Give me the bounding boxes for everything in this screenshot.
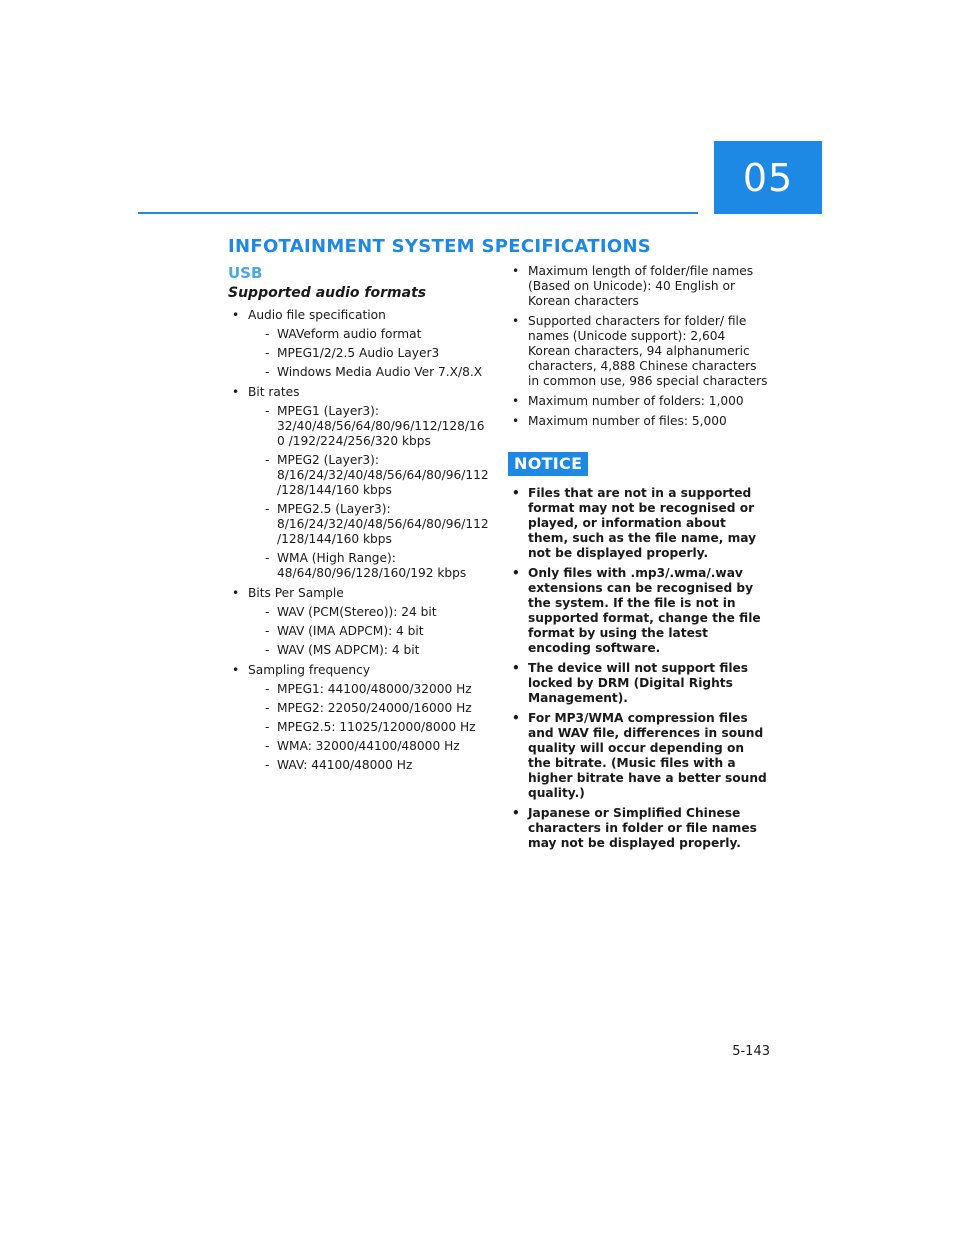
sub-list-item: - WAV: 44100/48000 Hz	[248, 758, 490, 773]
sub-list-item: - MPEG2.5: 11025/12000/8000 Hz	[248, 720, 490, 735]
left-column	[228, 262, 490, 778]
sub-list-item: - MPEG2.5 (Layer3): 8/16/24/32/40/48/56/64/80/96/112 /128/144/160 kbps	[248, 502, 490, 547]
list-item	[228, 663, 490, 773]
sub-list-item: - MPEG1: 44100/48000/32000 Hz	[248, 682, 490, 697]
notice-item: • Files that are not in a supported format may not be recognised or played, or information about them, such as the file name, may not be displayed properly.	[508, 486, 770, 561]
format-list	[228, 308, 490, 773]
header-rule	[138, 212, 698, 214]
sub-list-item: - WMA (High Range): 48/64/80/96/128/160/192 kbps	[248, 551, 490, 581]
sub-list-item: - MPEG1 (Layer3): 32/40/48/56/64/80/96/112/128/160 /192/224/256/320 kbps	[248, 404, 490, 449]
notice-item: • For MP3/WMA compression files and WAV file, differences in sound quality will occur depending on the bitrate. (Music files with a higher bitrate have a better sound quality.)	[508, 711, 770, 801]
sub-list	[248, 327, 490, 380]
sub-list	[248, 682, 490, 773]
notice-item: • Japanese or Simplified Chinese characters in folder or file names may not be displayed properly.	[508, 806, 770, 851]
sub-list-item: - MPEG1/2/2.5 Audio Layer3	[248, 346, 490, 361]
list-item	[228, 308, 490, 380]
sub-list-item: - WAVeform audio format	[248, 327, 490, 342]
notice-badge: NOTICE	[508, 452, 588, 476]
list-item: • Maximum number of files: 5,000	[508, 414, 770, 429]
page-number: 5-143	[732, 1044, 770, 1059]
notice-item: • The device will not support files locked by DRM (Digital Rights Management).	[508, 661, 770, 706]
sub-list-item: - MPEG2: 22050/24000/16000 Hz	[248, 701, 490, 716]
sub-list-item: - Windows Media Audio Ver 7.X/8.X	[248, 365, 490, 380]
notice-list	[508, 486, 770, 851]
notice-item: • Only files with .mp3/.wma/.wav extensions can be recognised by the system. If the file is not in supported format, change the file format by using the latest encoding software.	[508, 566, 770, 656]
section-title: INFOTAINMENT SYSTEM SPECIFICATIONS	[228, 236, 652, 257]
supported-formats-heading: Supported audio formats	[228, 285, 427, 301]
sub-list-item: - WAV (PCM(Stereo)): 24 bit	[248, 605, 490, 620]
limits-list	[508, 264, 770, 429]
list-item: • Maximum number of folders: 1,000	[508, 394, 770, 409]
sub-list	[248, 404, 490, 581]
usb-heading: USB	[228, 264, 263, 282]
list-item-label: Audio file specification	[248, 308, 386, 322]
right-column	[508, 264, 770, 856]
list-item	[228, 586, 490, 658]
chapter-tab: 05	[714, 141, 822, 214]
sub-list-item: - WAV (MS ADPCM): 4 bit	[248, 643, 490, 658]
sub-list-item: - MPEG2 (Layer3): 8/16/24/32/40/48/56/64/80/96/112 /128/144/160 kbps	[248, 453, 490, 498]
list-item: • Maximum length of folder/file names (Based on Unicode): 40 English or Korean characters	[508, 264, 770, 309]
list-item: • Supported characters for folder/ file names (Unicode support): 2,604 Korean characters, 94 alphanumeric characters, 4,888 Chinese characters in common use, 986 special characters	[508, 314, 770, 389]
list-item-label: Bits Per Sample	[248, 586, 344, 600]
sub-list	[248, 605, 490, 658]
list-item-label: Sampling frequency	[248, 663, 371, 677]
list-item-label: Bit rates	[248, 385, 300, 399]
sub-list-item: - WAV (IMA ADPCM): 4 bit	[248, 624, 490, 639]
list-item	[228, 385, 490, 581]
sub-list-item: - WMA: 32000/44100/48000 Hz	[248, 739, 490, 754]
